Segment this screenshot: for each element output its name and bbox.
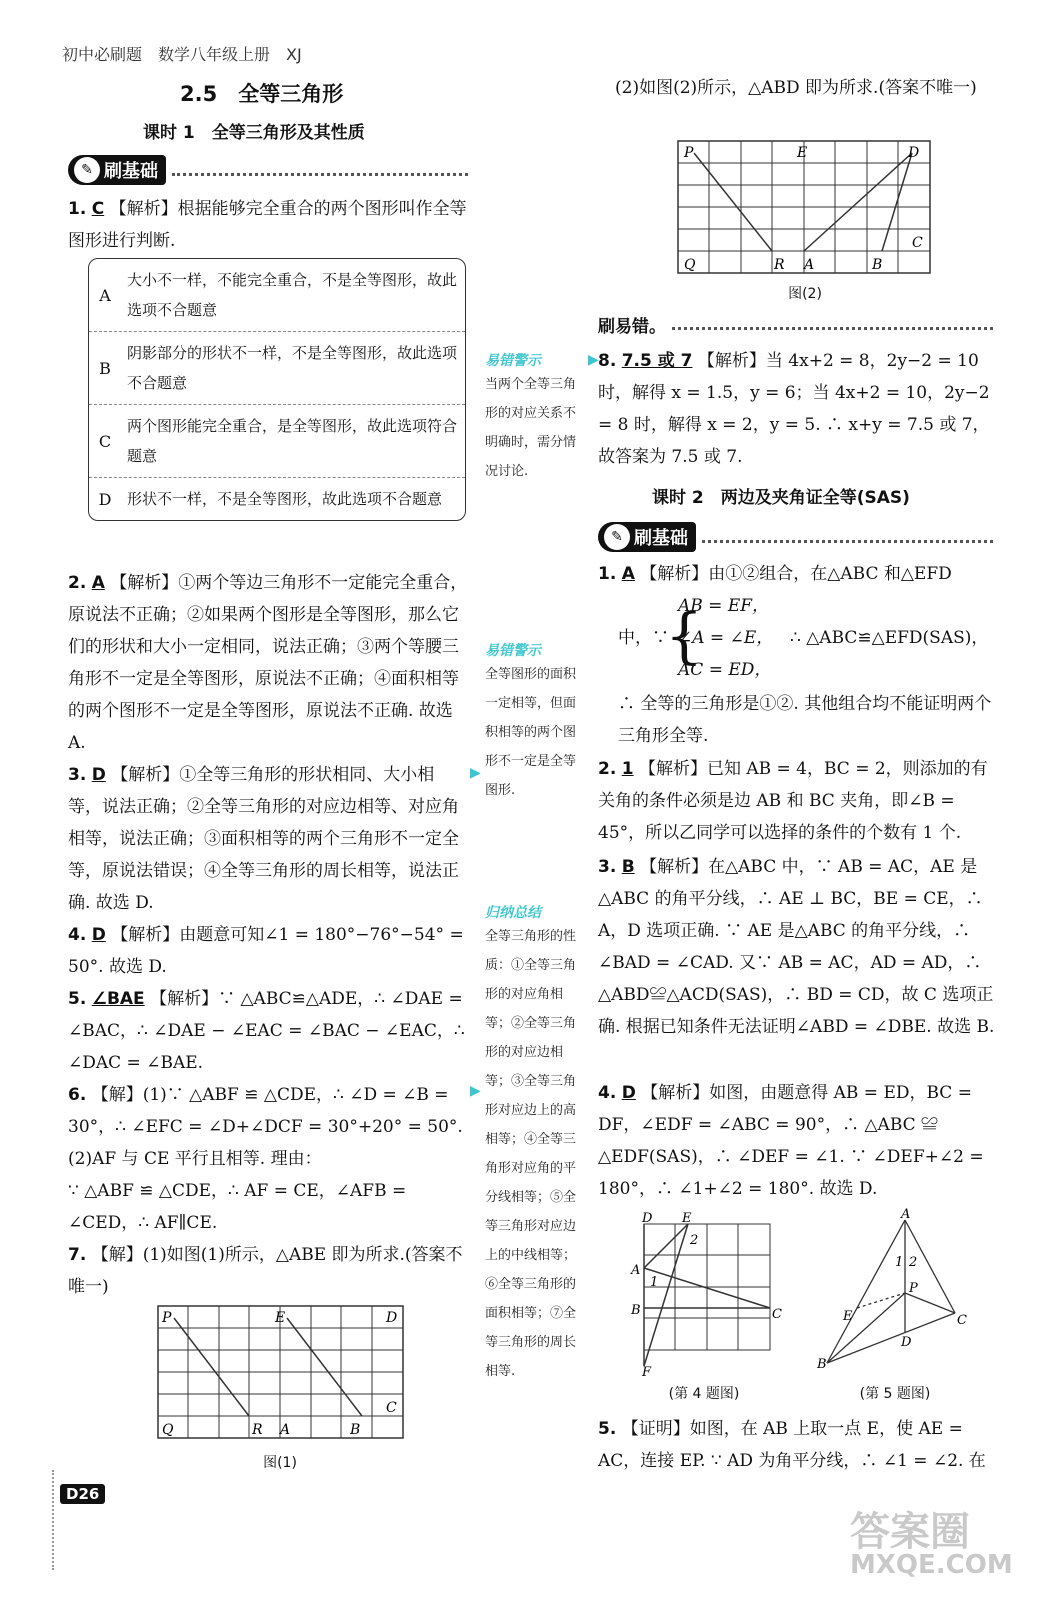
q1-option-text: 大小不一样，不能完全重合，不是全等图形，故此选项不合题意 [127, 271, 458, 319]
q4-number: 4. [68, 925, 87, 945]
q8-text: 【解析】当 4x+2 = 8，2y−2 = 10 时，解得 x = 1.5，y = 6；当 4x+2 = 10，2y−2 = 8 时，解得 x = 2，y = 5. ∴ x+y = 7.5 或 7，故答案为 7.5 或 7. [598, 351, 990, 467]
q3-number: 3. [68, 765, 87, 785]
watermark-url: MXQE.COM [850, 1550, 1013, 1580]
note-2-title: 易错警示 [485, 643, 541, 659]
brace-symbol: { [665, 601, 704, 671]
q8 [598, 345, 1000, 473]
s2-q1-end: ∴ 全等的三角形是①②. 其他组合均不能证明两个三角形全等. [618, 694, 992, 746]
q1-option-text: 两个图形能完全重合，是全等图形，故此选项符合题意 [127, 417, 458, 465]
s2-q1-cond-2: ∠A = ∠E， [678, 628, 774, 648]
q1-option-row [89, 332, 465, 405]
q6-line-3: ∵ △ABF ≌ △CDE，∴ AF = CE，∠AFB = ∠CED，∴ AF∥CE. [68, 1181, 407, 1233]
s2-q3-answer: B [621, 857, 635, 877]
s2-q3-number: 3. [598, 857, 617, 877]
fig1-label-C: C [386, 1400, 397, 1416]
fig1-label-E: E [275, 1310, 286, 1326]
error-label: 刷易错。 [598, 317, 666, 337]
basic-badge [598, 522, 696, 552]
fig4-caption: (第 4 题图) [668, 1386, 740, 1402]
q2 [68, 567, 468, 759]
fig5-angle-1: 1 [895, 1255, 904, 1270]
s2-q2-number: 2. [598, 759, 617, 779]
arrow-right-icon: ▶ [470, 1083, 481, 1099]
fig5-caption: (第 5 题图) [859, 1386, 931, 1402]
fig4-angle-1: 1 [650, 1275, 659, 1290]
fig4-label-E: E [682, 1211, 692, 1226]
fig1-label-B: B [350, 1422, 361, 1438]
fig2-label-Q: Q [684, 257, 696, 273]
q7-part2 [615, 72, 1000, 104]
note-1-title: 易错警示 [485, 353, 541, 369]
s2-q4-text: 【解析】如图，由题意得 AB = ED，BC = DF，∠EDF = ∠ABC = 90°，∴ △ABC ≌ △EDF(SAS)，∴ ∠DEF = ∠1. ∵ ∠DEF+∠2 = 180°，∴ ∠1+∠2 = 180°. 故选 D. [598, 1083, 984, 1199]
figure-2-grid [672, 135, 937, 280]
note-2-text: 全等图形的面积一定相等，但面积相等的两个图形不一定是全等图形. [485, 667, 577, 798]
q6-line-1: 【解】(1)∵ △ABF ≌ △CDE，∴ ∠D = ∠B = 30°，∴ ∠EFC = ∠D+∠DCF = 30°+20° = 50°. [68, 1085, 463, 1137]
q8-number: 8. [598, 351, 617, 371]
fig1-label-A: A [280, 1422, 291, 1438]
q6 [68, 1079, 468, 1239]
s2-q4-answer: D [621, 1083, 636, 1103]
s2-q2-text: 【解析】已知 AB = 4，BC = 2，则添加的有关角的条件必须是边 AB 和 BC 夹角，即∠B = 45°，所以乙同学可以选择的条件的个数有 1 个. [598, 759, 988, 843]
arrow-right-icon: ▶ [588, 352, 599, 368]
fig4-label-A: A [631, 1263, 641, 1278]
error-tag [598, 312, 993, 337]
fig2-label-R: R [774, 257, 785, 273]
basic-label: 刷基础 [104, 161, 158, 182]
q7 [68, 1239, 468, 1303]
q4-text: 【解析】由题意可知∠1 = 180°−76°−54° = 50°. 故选 D. [68, 925, 464, 977]
q5-answer: ∠BAE [91, 989, 145, 1009]
fig2-label-D: D [908, 145, 920, 161]
q1-option-text: 形状不一样，不是全等图形，故此选项不合题意 [127, 490, 443, 508]
q1-text: 【解析】根据能够完全重合的两个图形叫作全等图形进行判断. [68, 199, 467, 251]
pencil-icon: ✎ [604, 524, 630, 550]
q6-number: 6. [68, 1085, 87, 1105]
s2-q5-number: 5. [598, 1419, 617, 1439]
fig4-label-F: F [642, 1365, 652, 1378]
s2-q1-answer: A [621, 564, 635, 584]
q5-text: 【解析】∵ △ABC≌△ADE，∴ ∠DAE = ∠BAC，∴ ∠DAE − ∠EAC = ∠BAC − ∠EAC，∴ ∠DAC = ∠BAE. [68, 989, 465, 1073]
q6-line-2: (2)AF 与 CE 平行且相等. 理由： [68, 1149, 322, 1169]
fig4-label-B: B [631, 1303, 641, 1318]
q4-answer: D [91, 925, 106, 945]
q1-option-label: D [98, 489, 112, 509]
note-1-text: 当两个全等三角形的对应关系不明确时，需分情况讨论. [485, 377, 577, 479]
running-header: 初中必刷题 数学八年级上册 XJ [62, 45, 302, 64]
s2-q1-system [678, 590, 773, 686]
s2-q5-text: 【证明】如图，在 AB 上取一点 E，使 AE = AC，连接 EP. ∵ AD 为角平分线，∴ ∠1 = ∠2. 在 [598, 1419, 986, 1471]
note-3-title: 归纳总结 [485, 905, 541, 921]
fig1-caption: 图(1) [263, 1455, 297, 1471]
q1-option-label: B [99, 358, 111, 378]
fig2-caption: 图(2) [788, 286, 822, 302]
fig5-label-B: B [817, 1357, 827, 1372]
q1-option-row [89, 478, 465, 520]
q8-answer: 7.5 或 7 [621, 351, 693, 371]
s2-q3-text: 【解析】在△ABC 中，∵ AB = AC，AE 是△ABC 的角平分线，∴ AE ⊥ BC，BE = CE，∴ A，D 选项正确. ∵ AE 是△ABC 的角平分线，∴ ∠BAD = ∠CAD. 又∵ AB = AC，AD = AD，∴ △ABD≌△ACD(SAS)，∴ BD = CD，故 C 选项正确. 根据已知条件无法证明∠ABD = ∠DBE. 故选 B. [598, 857, 995, 1037]
note-3 [485, 902, 585, 1386]
fig2-label-B: B [872, 257, 883, 273]
fig2-label-E: E [797, 145, 808, 161]
s2-q3 [598, 851, 1000, 1043]
s2-q2 [598, 753, 1000, 849]
s2-q1-conclusion: ∴ △ABC≌△EFD(SAS)， [790, 628, 989, 648]
note-1 [485, 350, 585, 486]
fig5-angle-2: 2 [909, 1255, 918, 1270]
dotted-rule [702, 540, 993, 543]
fig5-label-D: D [901, 1335, 912, 1350]
basic-tag-2 [598, 522, 993, 552]
lesson2-title: 课时 2 两边及夹角证全等(SAS) [652, 488, 910, 508]
fig1-label-R: R [252, 1422, 263, 1438]
basic-label: 刷基础 [634, 528, 688, 549]
s2-q1-cond-1: AB = EF， [678, 596, 770, 616]
margin-rule [52, 1470, 56, 1570]
watermark-logo: 答案圈 [850, 1509, 970, 1555]
lesson1-title: 课时 1 全等三角形及其性质 [143, 123, 365, 143]
s2-q1-cond-3: AC = ED， [678, 660, 772, 680]
note-3-text: 全等三角形的性质：①全等三角形的对应角相等；②全等三角形的对应边相等；③全等三角形对应边上的高相等；④全等三角形对应角的平分线相等；⑤全等三角形对应边上的中线相等；⑥全等三角形的面积相等；⑦全等三角形的周长相等. [485, 929, 577, 1379]
s2-q4-number: 4. [598, 1083, 617, 1103]
q1-number: 1. [68, 199, 87, 219]
q1-option-text: 阴影部分的形状不一样，不是全等图形，故此选项不合题意 [127, 344, 458, 392]
q1-option-row [89, 259, 465, 332]
q2-answer: A [91, 573, 105, 593]
basic-tag-1 [68, 155, 468, 185]
s2-q4 [598, 1077, 1000, 1205]
s2-q1 [598, 558, 1000, 590]
section-title: 2.5 全等三角形 [180, 82, 344, 106]
s2-q2-answer: 1 [621, 759, 634, 779]
fig2-label-P: P [684, 145, 694, 161]
q7-part2-text: (2)如图(2)所示，△ABD 即为所求.(答案不唯一) [615, 78, 977, 98]
q1-answer: C [91, 199, 105, 219]
page-number: D26 [60, 1484, 105, 1504]
fig5-label-P: P [909, 1281, 918, 1296]
figure-q4 [628, 1208, 788, 1378]
s2-q1-number: 1. [598, 564, 617, 584]
q1 [68, 193, 468, 257]
q2-text: 【解析】①两个等边三角形不一定能完全重合，原说法不正确；②如果两个图形是全等图形，那么它们的形状和大小一定相同，说法正确；③两个等腰三角形不一定是全等图形，原说法不正确；④面积相等的两个图形不一定是全等图形，原说法不正确. 故选 A. [68, 573, 468, 753]
dotted-rule [672, 327, 993, 330]
fig5-label-C: C [957, 1313, 967, 1328]
q1-option-table [88, 258, 466, 521]
arrow-right-icon: ▶ [470, 765, 481, 781]
figure-q5 [815, 1208, 975, 1378]
figure-1-grid [150, 1300, 410, 1450]
q1-option-label: A [99, 285, 111, 305]
fig2-label-A: A [804, 257, 815, 273]
pencil-icon: ✎ [74, 157, 100, 183]
fig5-label-E: E [843, 1309, 853, 1324]
fig4-angle-2: 2 [690, 1233, 699, 1248]
fig5-label-A: A [901, 1208, 911, 1222]
q5 [68, 983, 468, 1079]
q3-text: 【解析】①全等三角形的形状相同、大小相等，说法正确；②全等三角形的对应边相等、对应角相等，说法正确；③面积相等的两个三角形不一定全等，原说法错误；④全等三角形的周长相等，说法正确. 故选 D. [68, 765, 459, 913]
fig1-label-D: D [386, 1310, 398, 1326]
q2-number: 2. [68, 573, 87, 593]
q4 [68, 919, 468, 983]
q1-option-label: C [98, 431, 112, 451]
basic-badge [68, 155, 166, 185]
fig4-label-D: D [642, 1211, 653, 1226]
dotted-rule [172, 173, 468, 176]
q3-answer: D [91, 765, 106, 785]
fig4-label-C: C [772, 1307, 782, 1322]
q7-number: 7. [68, 1245, 87, 1265]
fig1-label-P: P [162, 1310, 172, 1326]
q7-text: 【解】(1)如图(1)所示，△ABE 即为所求.(答案不唯一) [68, 1245, 463, 1297]
q5-number: 5. [68, 989, 87, 1009]
s2-q1-text: 【解析】由①②组合，在△ABC 和△EFD [640, 564, 952, 584]
note-2 [485, 640, 585, 805]
fig2-label-C: C [912, 235, 923, 251]
q3 [68, 759, 468, 919]
fig1-label-Q: Q [162, 1422, 174, 1438]
q1-option-row [89, 405, 465, 478]
s2-q5 [598, 1413, 1000, 1477]
s2-q1-mid: 中，∵ [618, 628, 669, 648]
